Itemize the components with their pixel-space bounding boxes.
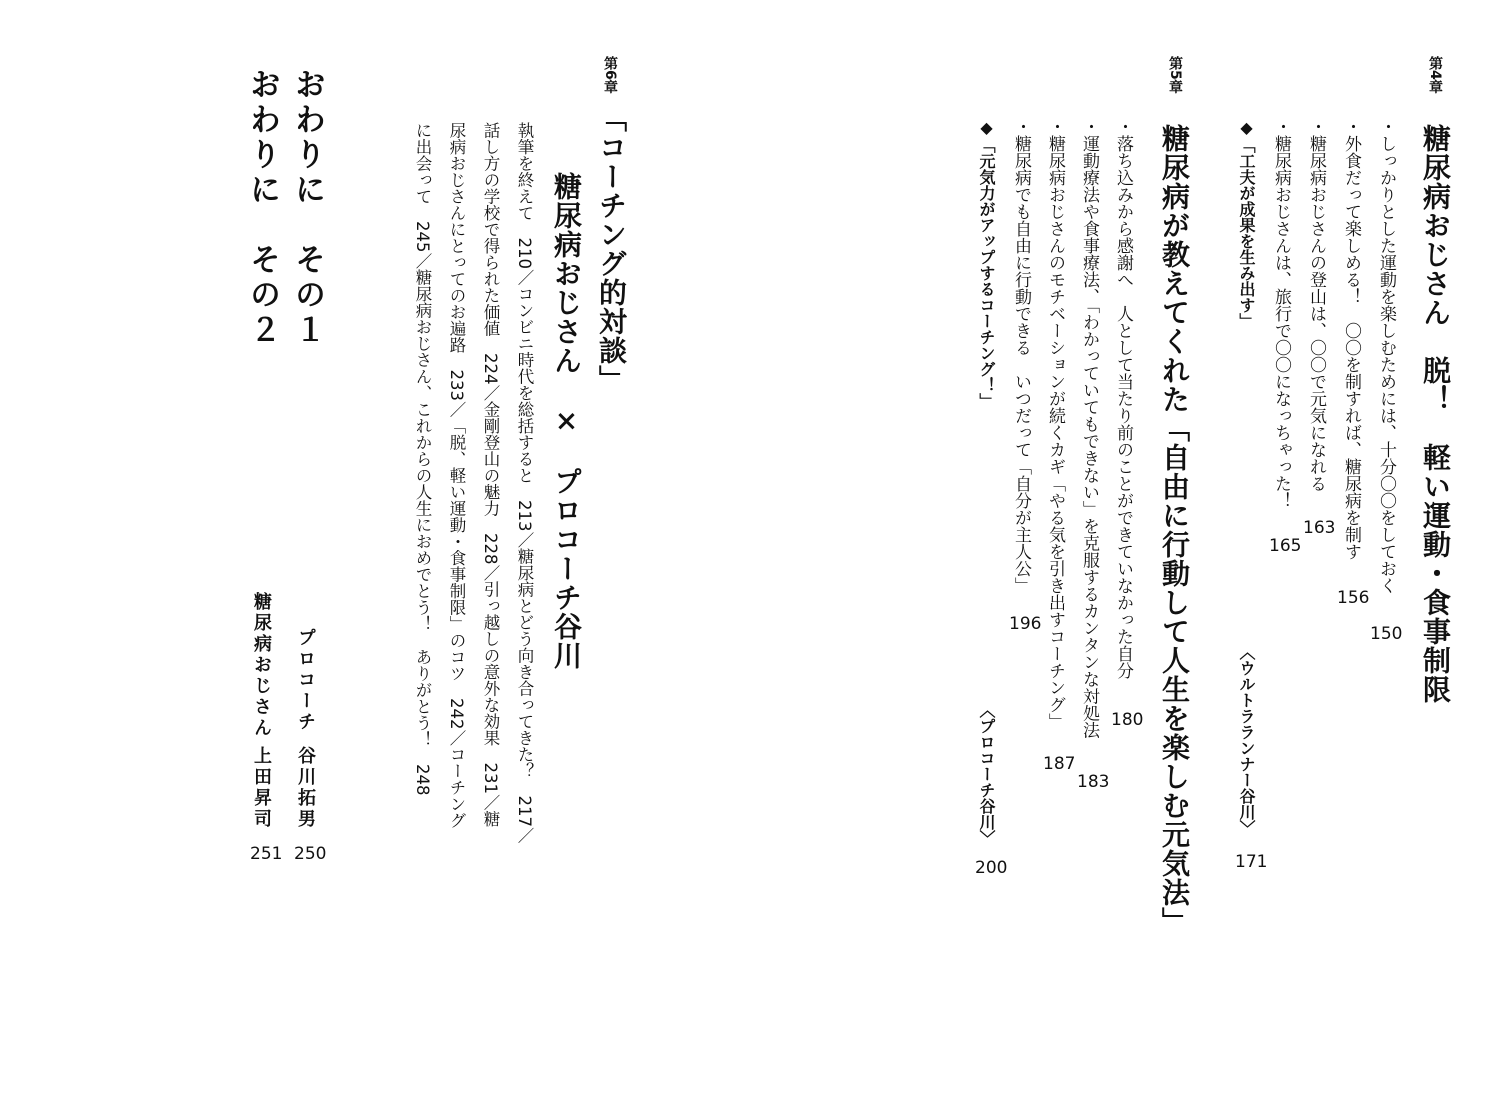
chapter-5-item-2[interactable]: ・運動療法や食事療法、「わかっていてもできない」を克服するカンタンな対処法 bbox=[1079, 118, 1099, 739]
chapter-6-line-4[interactable]: に出会って 245／糖尿病おじさん、これからの人生におめでとう！ ありがとう！ 248 bbox=[413, 122, 432, 796]
afterword-1-page: 250 bbox=[294, 844, 327, 864]
chapter-4-column-title[interactable]: ◆「工夫が成果を生み出す」 bbox=[1237, 118, 1256, 329]
chapter-6-subtitle: 糖尿病おじさん × プロコーチ谷川 bbox=[550, 172, 583, 670]
chapter-5-column-page: 200 bbox=[975, 858, 1008, 878]
chapter-5-item-3[interactable]: ・糖尿病おじさんのモチベーションが続くカギ「やる気を引き出すコーチング」 bbox=[1045, 118, 1065, 730]
chapter-4-item-2-page: 156 bbox=[1337, 588, 1370, 608]
chapter-5-title: 糖尿病が教えてくれた「自由に行動して人生を楽しむ元気法」 bbox=[1158, 124, 1191, 936]
chapter-6-line-1[interactable]: 執筆を終えて 210／コンビニ時代を総括すると 213／糖尿病とどう向き合ってきた？ 217／ bbox=[515, 122, 534, 844]
chapter-5-item-2-page: 183 bbox=[1077, 772, 1110, 792]
chapter-4-column-page: 171 bbox=[1235, 852, 1268, 872]
chapter-4-item-1[interactable]: ・しっかりとした運動を楽しむためには、十分〇〇をしておく bbox=[1376, 118, 1396, 594]
chapter-5-item-4[interactable]: ・糖尿病でも自由に行動できる いつだって「自分が主人公」 bbox=[1011, 118, 1031, 594]
afterword-2-role: 糖尿病おじさん bbox=[251, 592, 272, 739]
afterword-1-name: 谷川拓男 bbox=[295, 746, 316, 830]
chapter-4-column-author: 〈ウルトラランナー谷川〉 bbox=[1237, 644, 1256, 836]
afterword-2-title[interactable]: おわりに その２ bbox=[244, 68, 280, 348]
chapter-6-title: 「コーチング的対談」 bbox=[595, 104, 628, 394]
chapter-5-item-4-page: 196 bbox=[1009, 614, 1042, 634]
chapter-6-line-2[interactable]: 話し方の学校で得られた価値 224／金剛登山の魅力 228／引っ越しの意外な効果 231／糖 bbox=[481, 122, 500, 827]
chapter-6-mark: 第6章 bbox=[602, 56, 618, 94]
chapter-4-item-2[interactable]: ・外食だって楽しめる！ 〇〇を制すれば、糖尿病を制す bbox=[1341, 118, 1361, 560]
chapter-5-item-1-page: 180 bbox=[1111, 710, 1144, 730]
chapter-5-mark: 第5章 bbox=[1167, 56, 1183, 94]
chapter-4-item-4-page: 165 bbox=[1269, 536, 1302, 556]
chapter-4-item-3[interactable]: ・糖尿病おじさんの登山は、〇〇で元気になれる bbox=[1306, 118, 1326, 492]
afterword-1-title[interactable]: おわりに その１ bbox=[289, 68, 325, 348]
chapter-6-line-3[interactable]: 尿病おじさんにとってのお遍路 233／「脱、軽い運動・食事制限」のコツ 242／コーチング bbox=[447, 122, 466, 829]
chapter-4-mark: 第4章 bbox=[1427, 56, 1443, 94]
chapter-4-title: 糖尿病おじさん 脱！ 軽い運動・食事制限 bbox=[1419, 124, 1452, 704]
afterword-2-name: 上田昇司 bbox=[251, 746, 272, 830]
chapter-5-item-1[interactable]: ・落ち込みから感謝へ 人として当たり前のことができていなかった自分 bbox=[1113, 118, 1133, 679]
chapter-4-item-1-page: 150 bbox=[1370, 624, 1403, 644]
afterword-1-role: プロコーチ bbox=[295, 628, 316, 733]
chapter-6-contents bbox=[400, 122, 532, 882]
chapter-5-column-title[interactable]: ◆「元気力がアップするコーチング！」 bbox=[977, 118, 996, 409]
chapter-4-item-3-page: 163 bbox=[1303, 518, 1336, 538]
chapter-5-column-author: 〈プロコーチ谷川〉 bbox=[977, 702, 996, 846]
chapter-5-item-3-page: 187 bbox=[1043, 754, 1076, 774]
chapter-4-item-4[interactable]: ・糖尿病おじさんは、旅行で〇〇になっちゃった！ bbox=[1271, 118, 1291, 509]
afterword-2-page: 251 bbox=[250, 844, 283, 864]
